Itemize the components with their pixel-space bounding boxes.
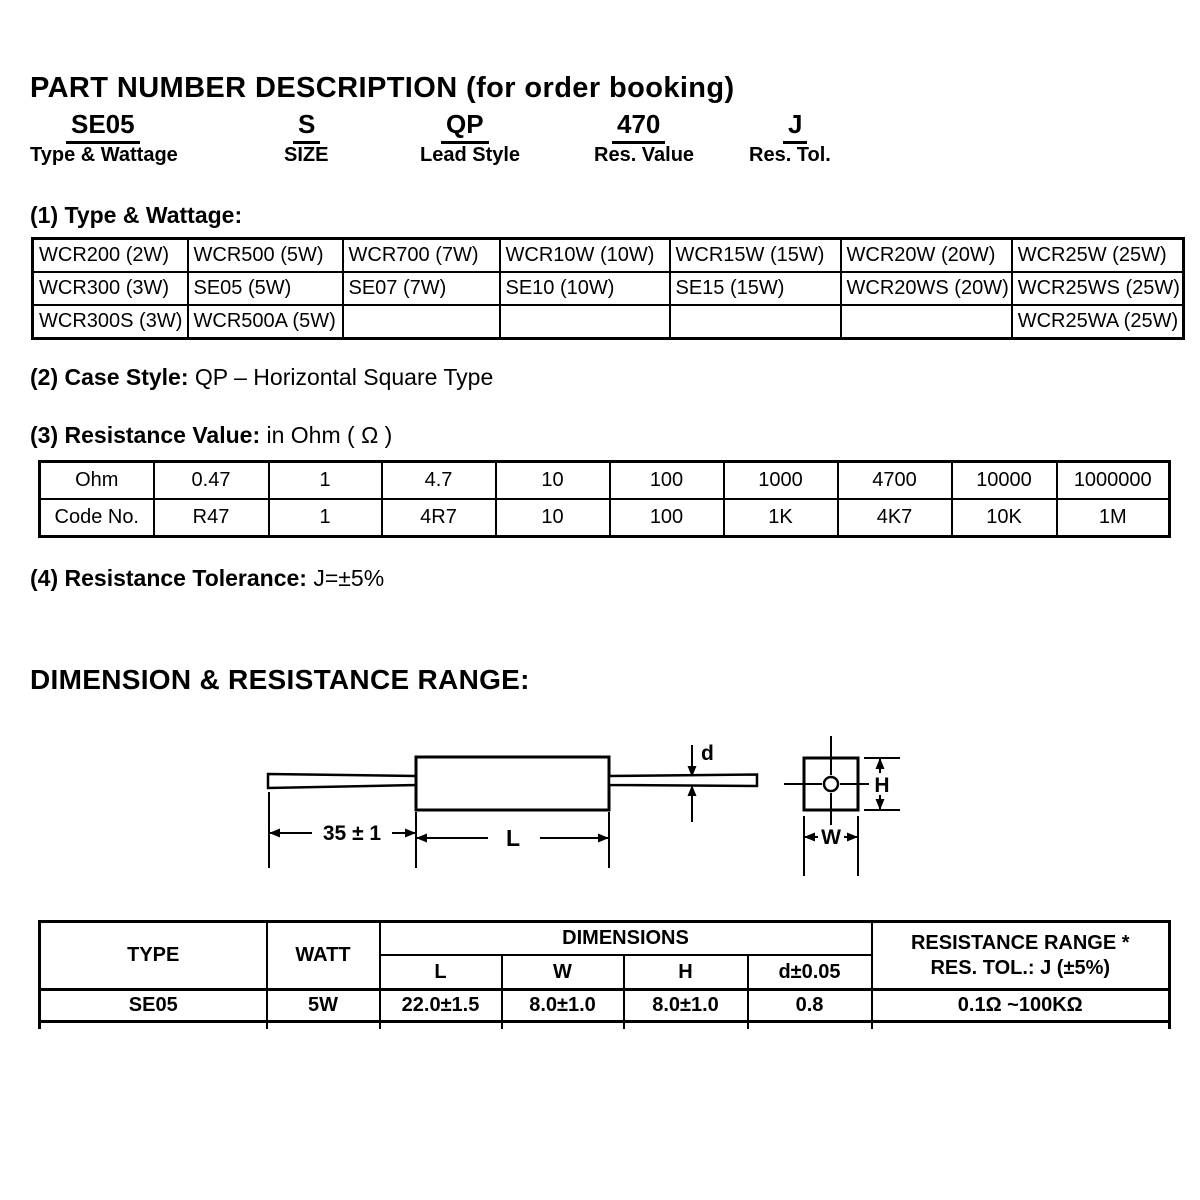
- table-row: [33, 272, 1184, 305]
- right-lead: [609, 775, 757, 787]
- section-1-heading: [30, 202, 242, 229]
- cell: 100: [610, 462, 724, 500]
- dim-label-body-length: L: [505, 825, 521, 851]
- section-2-heading-text: (2) Case Style:: [30, 364, 189, 390]
- cell: R47: [154, 499, 269, 537]
- type-wattage-table: [31, 237, 1185, 340]
- cell: Code No.: [40, 499, 154, 537]
- cell-watt: 5W: [267, 990, 380, 1022]
- cell: [267, 1022, 380, 1030]
- cell: SE10 (10W): [500, 272, 670, 305]
- end-view-lead-circle: [824, 777, 838, 791]
- cell: WCR20WS (20W): [841, 272, 1012, 305]
- cell: [841, 305, 1012, 339]
- cell: 100: [610, 499, 724, 537]
- cell: SE15 (15W): [670, 272, 841, 305]
- cell: 10K: [952, 499, 1057, 537]
- cell: WCR300S (3W): [33, 305, 188, 339]
- pn-label-res-tol: Res. Tol.: [749, 144, 831, 166]
- section-4-heading: [30, 565, 384, 592]
- cell: WCR25W (25W): [1012, 239, 1184, 273]
- table-row: [40, 499, 1170, 537]
- header-watt: WATT: [267, 922, 380, 990]
- cell: WCR500 (5W): [188, 239, 343, 273]
- cell: Ohm: [40, 462, 154, 500]
- dim-label-width: W: [821, 826, 841, 849]
- cell: SE05 (5W): [188, 272, 343, 305]
- cell-type: SE05: [40, 990, 267, 1022]
- cell: 1000: [724, 462, 838, 500]
- cell: 10: [496, 462, 610, 500]
- cell-l: 22.0±1.5: [380, 990, 502, 1022]
- pn-label-type: Type & Wattage: [30, 144, 178, 166]
- pn-code-size: S: [293, 109, 320, 144]
- header-d: d±0.05: [748, 955, 872, 990]
- section-4-value: J=±5%: [313, 565, 385, 591]
- cell: 4R7: [382, 499, 496, 537]
- pn-label-res-value: Res. Value: [594, 144, 695, 166]
- header-resistance-range: [872, 922, 1170, 990]
- table-row: [33, 239, 1184, 273]
- header-dimensions: DIMENSIONS: [380, 922, 872, 956]
- cell: 1: [269, 462, 382, 500]
- pn-code-res-tol: J: [783, 109, 807, 144]
- table-row: [33, 305, 1184, 339]
- cell: 4700: [838, 462, 952, 500]
- cell: WCR500A (5W): [188, 305, 343, 339]
- cell: [748, 1022, 872, 1030]
- cell: 10: [496, 499, 610, 537]
- header-l: L: [380, 955, 502, 990]
- resistance-value-table: [38, 460, 1171, 538]
- section-3-heading-text: (3) Resistance Value:: [30, 422, 261, 448]
- section-2-value: QP – Horizontal Square Type: [194, 364, 494, 390]
- header-resistance-range-line1: RESISTANCE RANGE *: [910, 931, 1130, 954]
- cell: WCR20W (20W): [841, 239, 1012, 273]
- header-type: TYPE: [40, 922, 267, 990]
- cell-d: 0.8: [748, 990, 872, 1022]
- resistor-drawing: [230, 700, 930, 900]
- table-row-partial: [40, 1022, 1170, 1030]
- cell: [40, 1022, 267, 1030]
- section-1-heading-text: (1) Type & Wattage:: [30, 202, 243, 228]
- cell: SE07 (7W): [343, 272, 500, 305]
- cell: WCR200 (2W): [33, 239, 188, 273]
- cell: [872, 1022, 1170, 1030]
- cell: WCR300 (3W): [33, 272, 188, 305]
- cell: 10000: [952, 462, 1057, 500]
- cell: 1M: [1057, 499, 1170, 537]
- page-title: PART NUMBER DESCRIPTION (for order booking): [30, 72, 735, 104]
- cell: [500, 305, 670, 339]
- cell-h: 8.0±1.0: [624, 990, 748, 1022]
- dim-label-height: H: [874, 774, 890, 797]
- cell: [343, 305, 500, 339]
- table-row: [40, 990, 1170, 1022]
- cell: [380, 1022, 502, 1030]
- cell: 0.47: [154, 462, 269, 500]
- cell: 4.7: [382, 462, 496, 500]
- pn-code-res-value: 470: [612, 109, 665, 144]
- cell: WCR15W (15W): [670, 239, 841, 273]
- cell: WCR700 (7W): [343, 239, 500, 273]
- cell: [670, 305, 841, 339]
- dim-label-d: d: [701, 742, 714, 765]
- cell: 1K: [724, 499, 838, 537]
- table-row: [40, 922, 1170, 956]
- header-w: W: [502, 955, 624, 990]
- pn-code-lead-style: QP: [441, 109, 489, 144]
- section-2-heading: [30, 364, 493, 391]
- spec-table: [38, 920, 1171, 1029]
- table-row: [40, 462, 1170, 500]
- header-h: H: [624, 955, 748, 990]
- dimension-section-heading: DIMENSION & RESISTANCE RANGE:: [30, 664, 530, 695]
- pn-code-type: SE05: [66, 109, 140, 144]
- cell: 1000000: [1057, 462, 1170, 500]
- header-resistance-range-line2: RES. TOL.: J (±5%): [930, 956, 1111, 979]
- pn-label-size: SIZE: [284, 144, 329, 166]
- cell: [502, 1022, 624, 1030]
- cell-resistance-range: 0.1Ω ~100KΩ: [872, 990, 1170, 1022]
- resistor-body: [416, 757, 609, 810]
- left-lead: [268, 774, 416, 788]
- cell: 4K7: [838, 499, 952, 537]
- section-3-heading: [30, 422, 392, 449]
- cell: 1: [269, 499, 382, 537]
- cell-w: 8.0±1.0: [502, 990, 624, 1022]
- cell: WCR25WS (25W): [1012, 272, 1184, 305]
- cell: WCR25WA (25W): [1012, 305, 1184, 339]
- dim-label-lead-length: 35 ± 1: [322, 822, 382, 845]
- section-3-value: in Ohm ( Ω ): [266, 422, 393, 448]
- cell: [624, 1022, 748, 1030]
- section-4-heading-text: (4) Resistance Tolerance:: [30, 565, 307, 591]
- cell: WCR10W (10W): [500, 239, 670, 273]
- pn-label-lead-style: Lead Style: [420, 144, 521, 166]
